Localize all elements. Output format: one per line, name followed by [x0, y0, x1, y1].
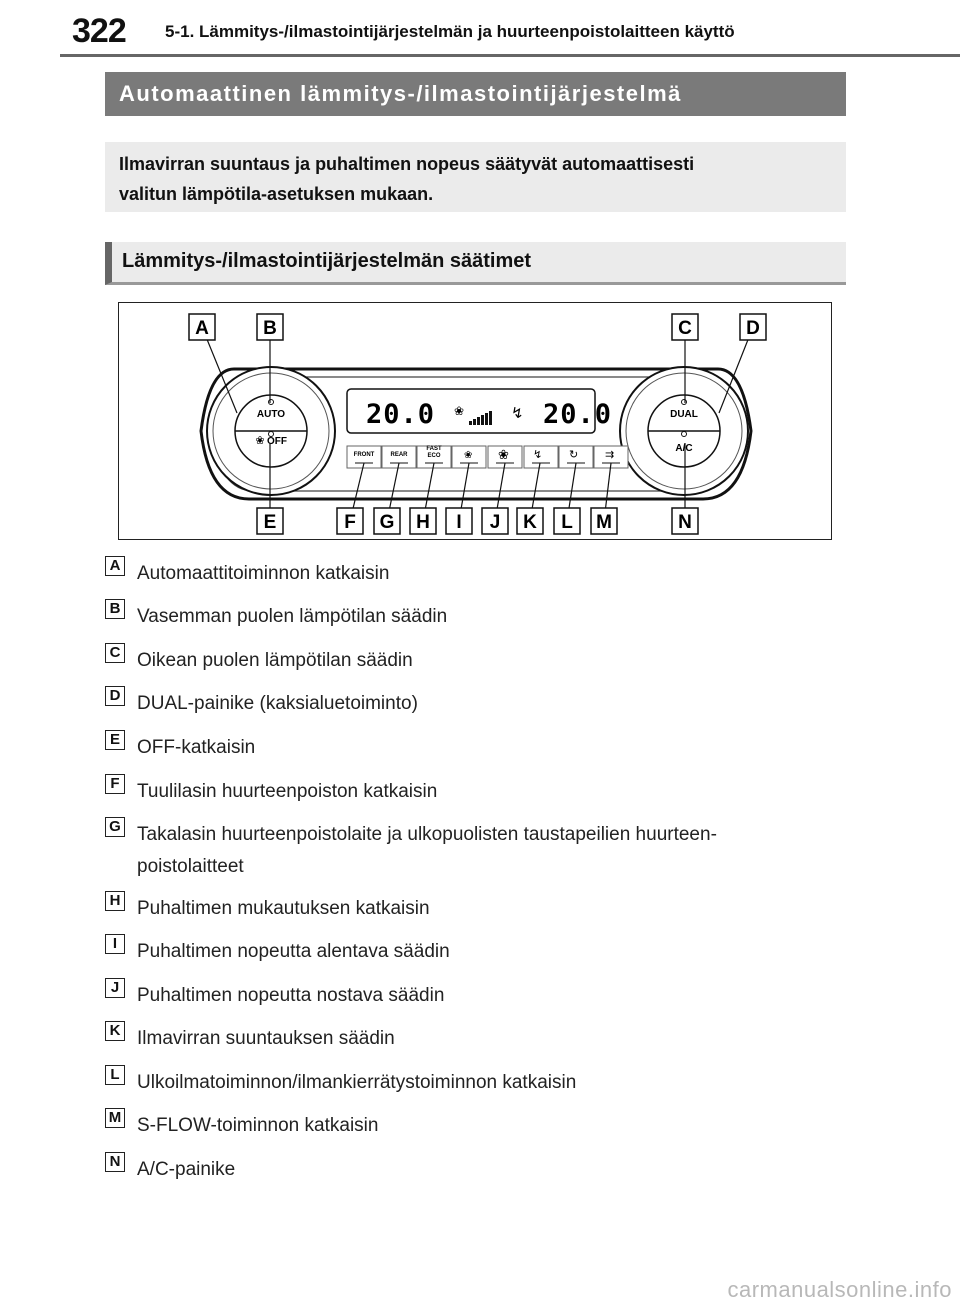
callout-e: E	[263, 512, 277, 533]
callout-l: L	[561, 512, 573, 533]
intro-line-1: Ilmavirran suuntaus ja puhaltimen nopeus säätyvät automaattisesti	[119, 154, 695, 174]
fast-label: FAST	[426, 446, 442, 452]
callout-a: A	[195, 318, 209, 339]
fan-level-bar	[469, 421, 472, 425]
panel-body	[201, 367, 751, 499]
fan-high-icon: ❀	[498, 447, 509, 462]
legend-text: DUAL-painike (kaksialuetoiminto)	[137, 693, 418, 714]
callout-m: M	[596, 512, 612, 533]
subheading: Lämmitys-/ilmastointijärjestelmän säätimet	[105, 242, 846, 285]
callout-g: G	[379, 512, 395, 533]
callout-c: C	[678, 318, 692, 339]
legend-text: Ilmavirran suuntauksen säädin	[137, 1028, 395, 1049]
callout-d: D	[746, 318, 760, 339]
dual-label: DUAL	[670, 409, 698, 420]
legend-text-line-2: poistolaitteet	[137, 856, 244, 877]
legend-text: Puhaltimen mukautuksen katkaisin	[137, 898, 430, 919]
legend-text-line-1: Takalasin huurteenpoistolaite ja ulkopuolisten taustapeilien huurteen-	[137, 824, 717, 845]
legend-letter: E	[105, 730, 125, 750]
display-right-temp: 20.0	[543, 399, 613, 430]
fan-level-bar	[473, 419, 476, 425]
eco-label: ECO	[427, 453, 441, 459]
legend-letter: B	[105, 599, 125, 619]
legend-text: Tuulilasin huurteenpoiston katkaisin	[137, 781, 438, 802]
front-label: FRONT	[353, 452, 375, 458]
display-airflow-icon: ↯	[511, 405, 524, 422]
page-number: 322	[72, 12, 126, 50]
legend-letter: I	[105, 934, 125, 954]
control-panel-illustration	[119, 303, 833, 541]
legend-text: Oikean puolen lämpötilan säädin	[137, 650, 413, 671]
legend-letter: C	[105, 643, 125, 663]
legend-letter: J	[105, 978, 125, 998]
callout-i: I	[456, 512, 462, 533]
legend-letter: L	[105, 1065, 125, 1085]
legend-text: Ulkoilmatoiminnon/ilmankierrätystoiminnon katkaisin	[137, 1072, 577, 1093]
legend-letter: H	[105, 891, 125, 911]
legend-letter: A	[105, 556, 125, 576]
header-rule	[60, 54, 960, 57]
legend-text	[137, 819, 837, 883]
off-label: OFF	[267, 436, 287, 447]
fan-icon: ❀	[255, 435, 265, 447]
fan-level-bar	[477, 417, 480, 425]
callout-h: H	[416, 512, 430, 533]
auto-label: AUTO	[256, 409, 286, 420]
fan-level-bar	[481, 415, 484, 425]
callout-n: N	[678, 512, 692, 533]
legend-letter: N	[105, 1152, 125, 1172]
rear-label: REAR	[390, 452, 408, 458]
callout-f: F	[344, 512, 356, 533]
display-left-temp: 20.0	[366, 399, 436, 430]
s-flow-icon: ⇉	[605, 449, 615, 461]
legend-letter: M	[105, 1108, 125, 1128]
legend-text: Vasemman puolen lämpötilan säädin	[137, 606, 448, 627]
callout-b: B	[263, 318, 277, 339]
callout-k: K	[523, 512, 537, 533]
recirculation-icon: ↻	[569, 449, 579, 461]
watermark: carmanualsonline.info	[727, 1277, 952, 1302]
legend-text: Puhaltimen nopeutta nostava säädin	[137, 985, 445, 1006]
legend-text: OFF-katkaisin	[137, 737, 256, 758]
display-fan-icon: ❀	[454, 404, 465, 418]
legend-letter: F	[105, 774, 125, 794]
control-panel-figure	[118, 302, 832, 540]
intro-line-2: valitun lämpötila-asetuksen mukaan.	[119, 184, 434, 204]
legend-letter: G	[105, 817, 125, 837]
ac-label: A/C	[675, 443, 693, 454]
legend-letter: K	[105, 1021, 125, 1041]
airflow-mode-icon: ↯	[533, 449, 543, 461]
callout-j: J	[489, 512, 501, 533]
fan-level-bar	[485, 413, 488, 425]
section-banner: Automaattinen lämmitys-/ilmastointijärjestelmä	[105, 72, 846, 116]
legend-text: S-FLOW-toiminnon katkaisin	[137, 1115, 379, 1136]
legend-letter: D	[105, 686, 125, 706]
fan-level-bar	[489, 411, 492, 425]
legend-text: Automaattitoiminnon katkaisin	[137, 563, 390, 584]
fan-low-icon: ❀	[464, 450, 473, 461]
legend-text: A/C-painike	[137, 1159, 236, 1180]
legend-text: Puhaltimen nopeutta alentava säädin	[137, 941, 450, 962]
running-header: 5-1. Lämmitys-/ilmastointijärjestelmän ja huurteenpoistolaitteen käyttö	[165, 22, 735, 41]
intro-box	[105, 142, 846, 212]
